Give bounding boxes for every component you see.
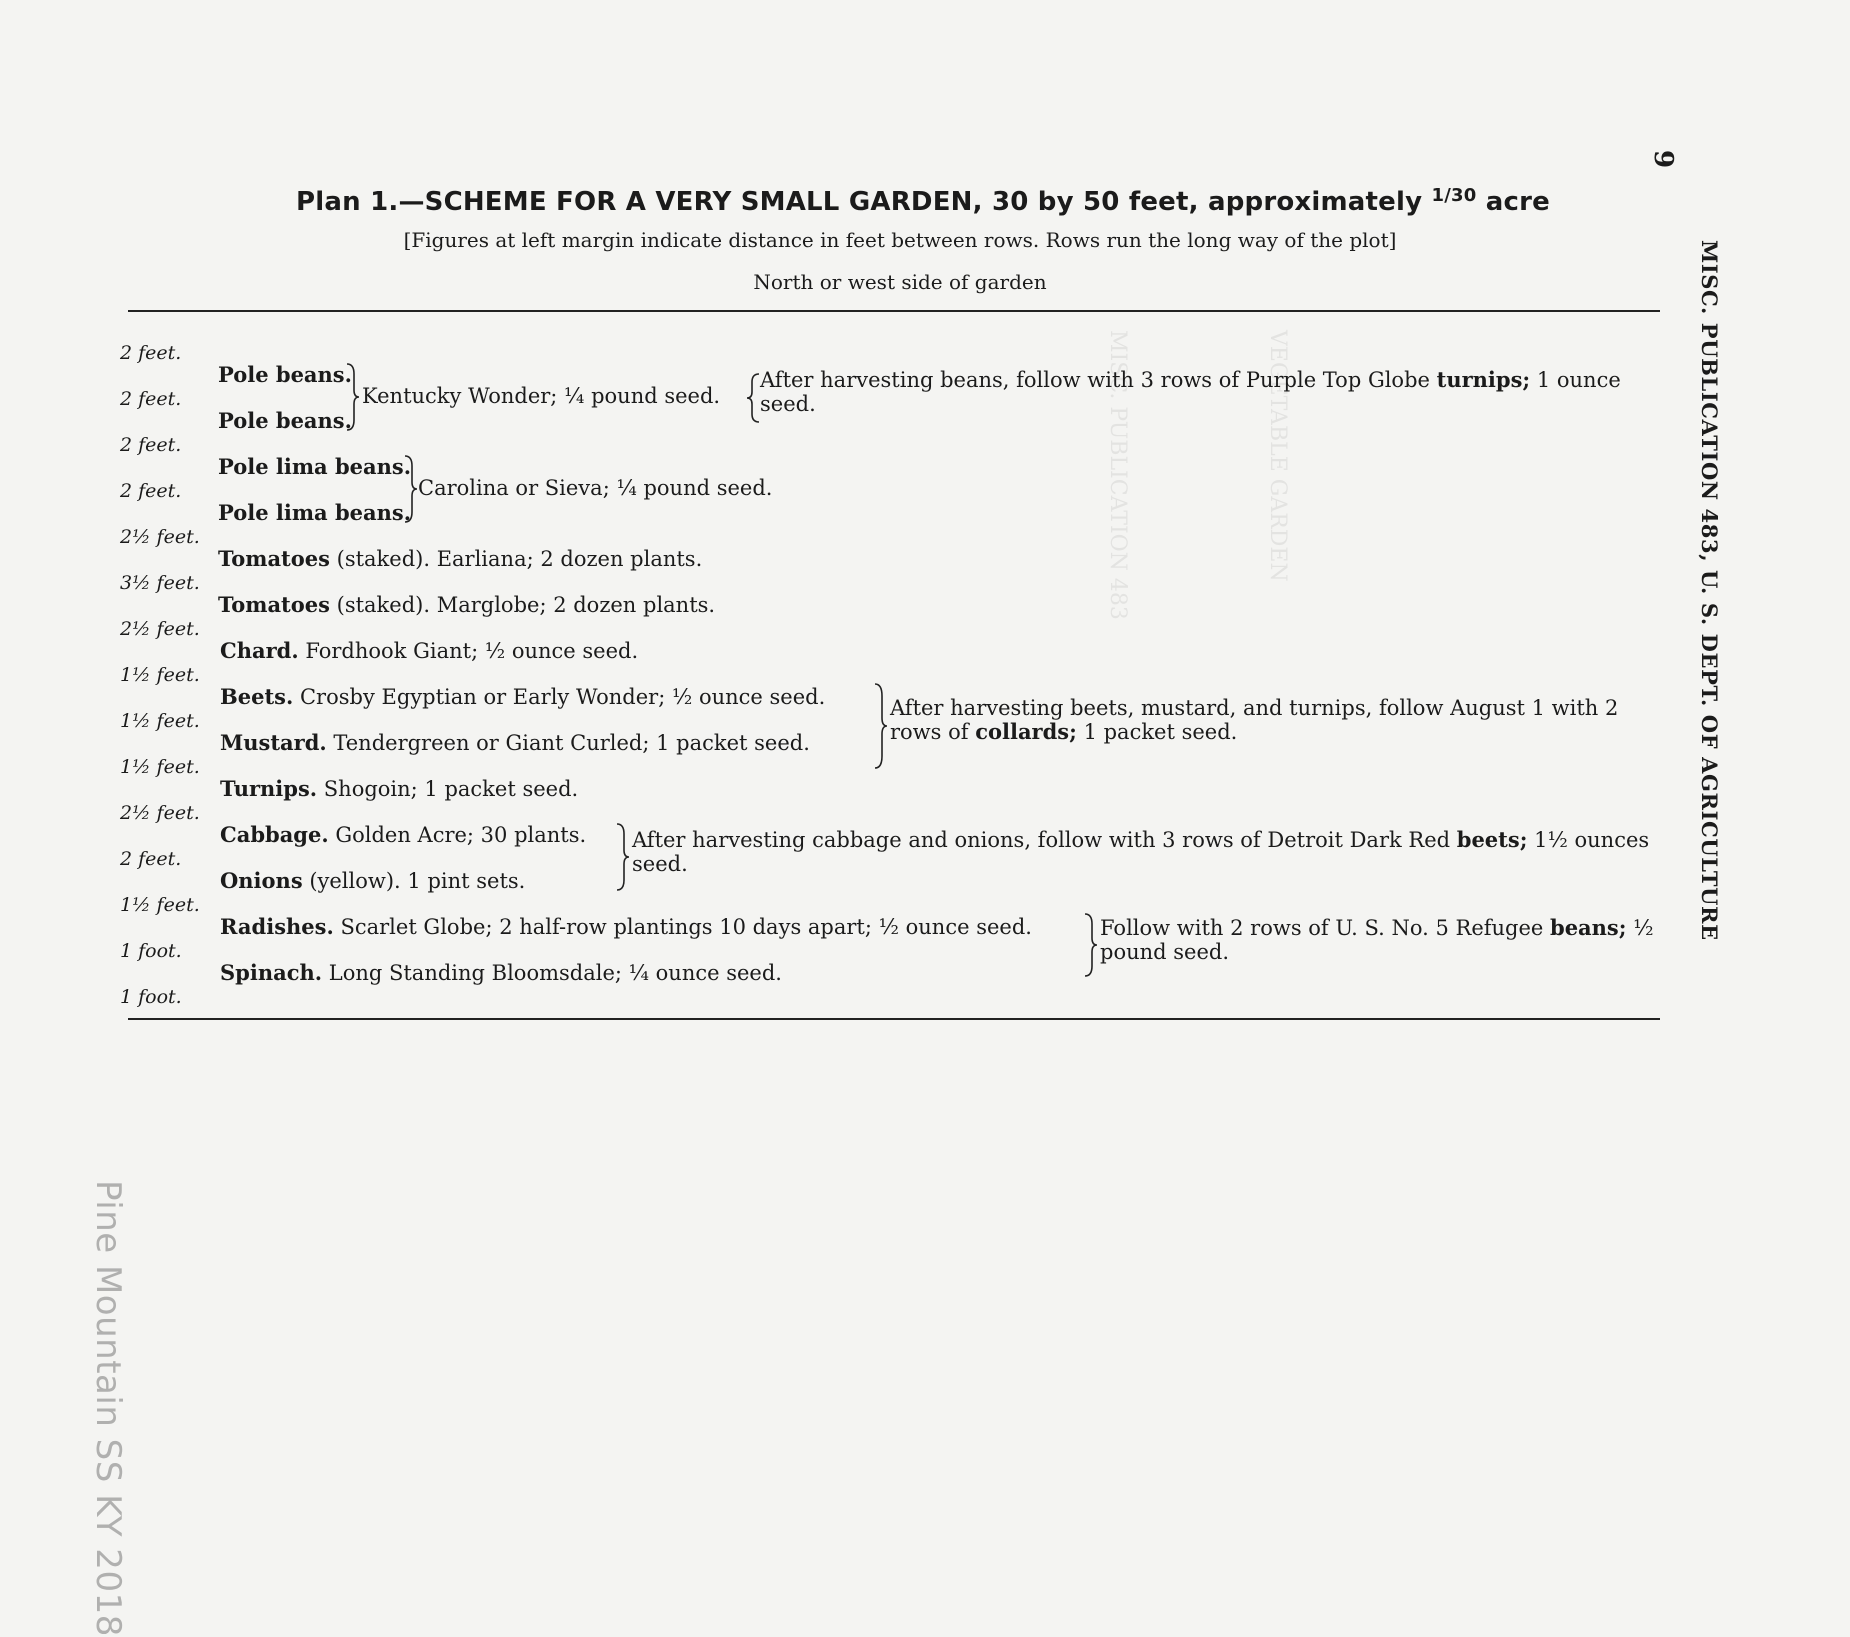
row-distance: 1 foot. <box>120 986 182 1008</box>
row-distance: 2 feet. <box>120 342 182 364</box>
crop-detail: 1 pint sets. <box>400 869 526 893</box>
radishes-followup-note <box>1100 916 1660 964</box>
plan-title-fraction: 1/30 <box>1431 185 1477 206</box>
crop-row <box>218 546 702 571</box>
crop-qualifier: (staked). <box>329 593 431 617</box>
row-distance: 1 foot. <box>120 940 182 962</box>
crop-detail: Fordhook Giant; ½ ounce seed. <box>298 639 639 663</box>
plan-subtitle: [Figures at left margin indicate distance in feet between rows. Rows run the long way of the plot] <box>403 228 1397 252</box>
crop-name: Chard. <box>220 638 299 663</box>
show-through-text: VEGETABLE GARDEN <box>1265 330 1290 582</box>
plan-title-main: Plan 1.—SCHEME FOR A VERY SMALL GARDEN, 30 by 50 feet, approximately <box>296 187 1432 217</box>
row-distance: 2 feet. <box>120 480 182 502</box>
cabbage-followup-note <box>632 828 1660 876</box>
show-through-text: MISC. PUBLICATION 483 <box>1105 330 1130 620</box>
crop-row <box>218 592 715 617</box>
row-distance: 1½ feet. <box>120 710 200 732</box>
beets-followup-brace <box>874 682 888 770</box>
top-rule <box>128 310 1660 312</box>
crop-row <box>218 500 411 525</box>
pole-lima-brace <box>404 454 418 524</box>
crop-name: Spinach. <box>220 960 323 985</box>
note-text: After harvesting beans, follow with 3 rows of Purple Top Globe <box>760 368 1437 392</box>
row-distance: 2½ feet. <box>120 802 200 824</box>
pole-lima-variety: Carolina or Sieva; ¼ pound seed. <box>418 476 773 500</box>
crop-row <box>220 776 578 801</box>
crop-row <box>220 730 810 755</box>
crop-row <box>220 638 638 663</box>
scan-watermark: Pine Mountain SS KY 2018 <box>88 1180 128 1637</box>
plan-title <box>296 185 1550 217</box>
note-text: 1½ ounces seed. <box>632 828 1650 876</box>
crop-name: Mustard. <box>220 730 327 755</box>
row-distance: 2 feet. <box>120 434 182 456</box>
crop-name: Tomatoes <box>218 592 330 617</box>
row-distance: 1½ feet. <box>120 894 200 916</box>
crop-name: Pole beans. <box>218 362 352 387</box>
crop-detail: Shogoin; 1 packet seed. <box>317 777 579 801</box>
crop-name: Beets. <box>220 684 294 709</box>
bottom-rule <box>128 1018 1660 1020</box>
row-distance: 2 feet. <box>120 848 182 870</box>
beans-followup-brace <box>746 372 760 424</box>
note-bold: collards; <box>975 719 1077 744</box>
crop-name: Radishes. <box>220 914 334 939</box>
note-text: After harvesting beets, mustard, and turnips, follow August 1 with 2 rows of <box>890 696 1619 744</box>
row-distance: 3½ feet. <box>120 572 200 594</box>
crop-qualifier: (staked). <box>329 547 431 571</box>
crop-detail: Long Standing Bloomsdale; ¼ ounce seed. <box>322 961 782 985</box>
row-distance: 2 feet. <box>120 388 182 410</box>
crop-row <box>220 914 1032 939</box>
row-distance: 1½ feet. <box>120 664 200 686</box>
crop-detail: Crosby Egyptian or Early Wonder; ½ ounce seed. <box>293 685 826 709</box>
note-bold: beans; <box>1550 915 1627 940</box>
crop-detail: Golden Acre; 30 plants. <box>328 823 587 847</box>
note-text: Follow with 2 rows of U. S. No. 5 Refugee <box>1100 916 1551 940</box>
beets-followup-note <box>890 696 1660 744</box>
note-bold: turnips; <box>1436 367 1531 392</box>
page-number: 9 <box>1648 150 1678 169</box>
running-head: MISC. PUBLICATION 483, U. S. DEPT. OF AGRICULTURE <box>1697 240 1722 941</box>
north-side-label: North or west side of garden <box>753 270 1047 294</box>
crop-name: Onions <box>220 868 303 893</box>
crop-name: Pole lima beans. <box>218 500 412 525</box>
plan-title-tail: acre <box>1476 187 1550 217</box>
crop-detail: Earliana; 2 dozen plants. <box>430 547 703 571</box>
crop-name: Cabbage. <box>220 822 329 847</box>
crop-row <box>218 408 352 433</box>
note-text: 1 packet seed. <box>1076 720 1238 744</box>
note-text: After harvesting cabbage and onions, follow with 3 rows of Detroit Dark Red <box>632 828 1457 852</box>
crop-detail: Marglobe; 2 dozen plants. <box>430 593 716 617</box>
note-bold: beets; <box>1456 827 1528 852</box>
crop-detail: Scarlet Globe; 2 half-row plantings 10 days apart; ½ ounce seed. <box>333 915 1032 939</box>
crop-name: Tomatoes <box>218 546 330 571</box>
crop-row <box>220 684 825 709</box>
row-distance: 2½ feet. <box>120 618 200 640</box>
crop-qualifier: (yellow). <box>302 869 401 893</box>
crop-name: Turnips. <box>220 776 318 801</box>
crop-detail: Tendergreen or Giant Curled; 1 packet seed. <box>326 731 810 755</box>
crop-name: Pole lima beans. <box>218 454 412 479</box>
note-text: 1 ounce seed. <box>760 368 1621 416</box>
crop-name: Pole beans. <box>218 408 352 433</box>
pole-beans-variety: Kentucky Wonder; ¼ pound seed. <box>362 384 721 408</box>
radishes-followup-brace <box>1084 912 1098 978</box>
cabbage-followup-brace <box>616 822 630 892</box>
crop-row <box>220 822 586 847</box>
beans-followup-note <box>760 368 1660 416</box>
row-distance: 2½ feet. <box>120 526 200 548</box>
crop-row <box>220 868 525 893</box>
row-distance: 1½ feet. <box>120 756 200 778</box>
pole-beans-brace <box>346 362 360 432</box>
crop-row <box>220 960 782 985</box>
crop-row <box>218 362 352 387</box>
crop-row <box>218 454 411 479</box>
note-text: ½ pound seed. <box>1100 916 1654 964</box>
